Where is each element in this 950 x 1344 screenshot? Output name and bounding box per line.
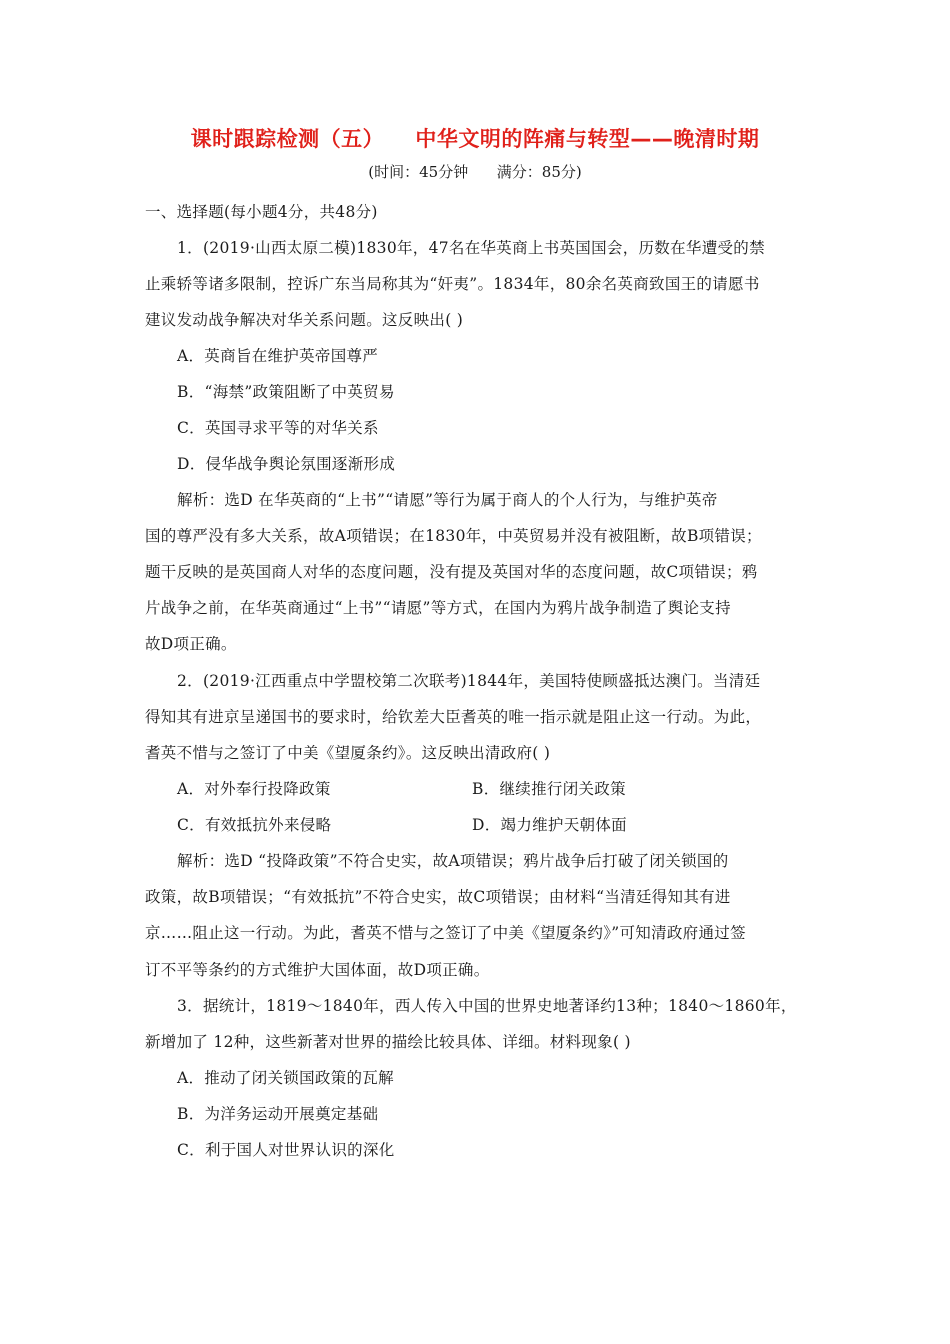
q1-option-b: B．“海禁”政策阻断了中英贸易 — [177, 383, 395, 401]
q3-option-b: B．为洋务运动开展奠定基础 — [177, 1105, 379, 1123]
q2-analysis-line: 京……阻止这一行动。为此，耆英不惜与之签订了中美《望厦条约》”可知清政府通过签 — [145, 924, 746, 942]
q1-analysis-line: 片战争之前，在华英商通过“上书”“请愿”等方式，在国内为鸦片战争制造了舆论支持 — [145, 599, 731, 617]
page-title: 课时跟踪检测（五） 中华文明的阵痛与转型——晚清时期 — [190, 127, 760, 151]
q2-option-d: D．竭力维护天朝体面 — [472, 816, 627, 834]
q2-option-c: C．有效抵抗外来侵略 — [177, 816, 332, 834]
q2-line: 得知其有进京呈递国书的要求时，给钦差大臣耆英的唯一指示就是阻止这一行动。为此， — [145, 708, 762, 726]
q3-option-a: A．推动了闭关锁国政策的瓦解 — [177, 1069, 394, 1087]
q3-option-c: C．利于国人对世界认识的深化 — [177, 1141, 395, 1159]
q2-line: 2．(2019·江西重点中学盟校第二次联考)1844年，美国特使顾盛抵达澳门。当清廷 — [177, 672, 761, 690]
q1-analysis-line: 故D项正确。 — [145, 635, 237, 653]
q1-line: 止乘轿等诸多限制，控诉广东当局称其为“奸夷”。1834年，80余名英商致国王的请愿书 — [145, 275, 760, 293]
q3-line: 新增加了 12种，这些新著对世界的描绘比较具体、详细。材料现象( ) — [145, 1033, 631, 1051]
q2-line: 耆英不惜与之签订了中美《望厦条约》。这反映出清政府( ) — [145, 744, 551, 762]
q3-line: 3．据统计，1819～1840年，西人传入中国的世界史地著译约13种；1840～1860年， — [177, 997, 797, 1015]
q1-analysis-line: 国的尊严没有多大关系，故A项错误；在1830年，中英贸易并没有被阻断，故B项错误； — [145, 527, 762, 545]
q1-option-d: D．侵华战争舆论氛围逐渐形成 — [177, 455, 396, 473]
q2-option-b: B．继续推行闭关政策 — [472, 780, 626, 798]
q1-line: 1．(2019·山西太原二模)1830年，47名在华英商上书英国国会，历数在华遭受的禁 — [177, 239, 765, 257]
q2-analysis-line: 解析：选D “投降政策”不符合史实，故A项错误；鸦片战争后打破了闭关锁国的 — [177, 852, 729, 870]
q2-option-a: A．对外奉行投降政策 — [177, 780, 331, 798]
q1-option-a: A．英商旨在维护英帝国尊严 — [177, 347, 379, 365]
q1-analysis-line: 解析：选D 在华英商的“上书”“请愿”等行为属于商人的个人行为，与维护英帝 — [177, 491, 718, 509]
q2-analysis-line: 政策，故B项错误；“有效抵抗”不符合史实，故C项错误；由材料“当清廷得知其有进 — [145, 888, 731, 906]
q1-line: 建议发动战争解决对华关系问题。这反映出( ) — [145, 311, 464, 329]
q1-option-c: C．英国寻求平等的对华关系 — [177, 419, 379, 437]
q1-analysis-line: 题干反映的是英国商人对华的态度问题，没有提及英国对华的态度问题，故C项错误；鸦 — [145, 563, 758, 581]
exam-time-score: (时间：45分钟 满分：85分) — [368, 163, 582, 181]
q2-analysis-line: 订不平等条约的方式维护大国体面，故D项正确。 — [145, 961, 490, 979]
section-header: 一、选择题(每小题4分，共48分) — [145, 203, 378, 221]
